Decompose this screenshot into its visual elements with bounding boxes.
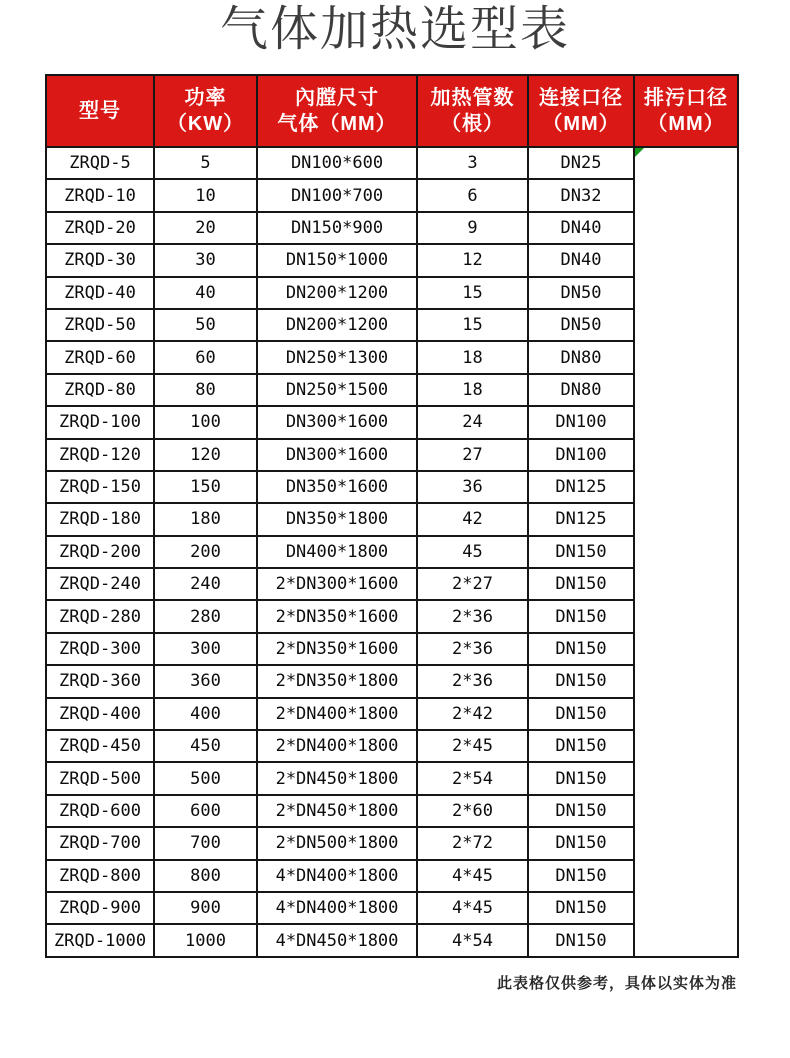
table-cell: ZRQD-700	[46, 827, 154, 859]
header-line: 型号	[79, 100, 121, 122]
table-cell: ZRQD-120	[46, 439, 154, 471]
table-cell: DN40	[528, 244, 634, 276]
table-cell: DN150	[528, 536, 634, 568]
table-cell: DN25	[528, 147, 634, 179]
table-cell: 2*54	[417, 762, 528, 794]
header-line: 排污口径	[644, 87, 728, 109]
table-cell: 80	[154, 374, 257, 406]
table-cell: ZRQD-400	[46, 698, 154, 730]
table-cell: 18	[417, 374, 528, 406]
table-cell: 5	[154, 147, 257, 179]
table-cell: DN150	[528, 633, 634, 665]
table-cell: 30	[154, 244, 257, 276]
table-cell: 900	[154, 892, 257, 924]
table-cell: 150	[154, 471, 257, 503]
table-cell: DN125	[528, 503, 634, 535]
table-cell: DN150	[528, 568, 634, 600]
table-cell: 50	[154, 309, 257, 341]
header-line: （MM）	[542, 113, 620, 135]
table-cell: ZRQD-200	[46, 536, 154, 568]
table-cell: DN150*1000	[257, 244, 417, 276]
table-cell: DN400*1800	[257, 536, 417, 568]
table-cell: 4*54	[417, 924, 528, 956]
table-cell: ZRQD-50	[46, 309, 154, 341]
header-line: （MM）	[647, 113, 725, 135]
table-cell: DN150	[528, 600, 634, 632]
table-cell: 2*DN350*1800	[257, 665, 417, 697]
table-cell: 120	[154, 439, 257, 471]
table-cell: ZRQD-240	[46, 568, 154, 600]
table-cell: 2*72	[417, 827, 528, 859]
table-cell: DN80	[528, 374, 634, 406]
table-cell: 15	[417, 309, 528, 341]
table-cell: 4*45	[417, 860, 528, 892]
table-cell: 2*DN400*1800	[257, 730, 417, 762]
table-cell: 20	[154, 212, 257, 244]
table-cell: 42	[417, 503, 528, 535]
header-line: 內膛尺寸	[295, 87, 379, 109]
table-cell: 2*36	[417, 665, 528, 697]
table-cell: 200	[154, 536, 257, 568]
table-cell: ZRQD-100	[46, 406, 154, 438]
spec-table	[45, 74, 739, 958]
table-cell: 100	[154, 406, 257, 438]
table-cell: 60	[154, 341, 257, 373]
table-cell: ZRQD-80	[46, 374, 154, 406]
footnote: 此表格仅供参考，具体以实体为准	[496, 974, 737, 992]
table-cell: 2*60	[417, 795, 528, 827]
table-cell: 280	[154, 600, 257, 632]
table-cell: 9	[417, 212, 528, 244]
header-line: 功率	[184, 87, 227, 109]
header-line: （KW）	[166, 113, 245, 135]
table-cell: DN300*1600	[257, 439, 417, 471]
table-cell: 700	[154, 827, 257, 859]
table-cell: DN150	[528, 860, 634, 892]
table-cell: DN350*1800	[257, 503, 417, 535]
table-cell: 15	[417, 277, 528, 309]
table-cell: DN200*1200	[257, 309, 417, 341]
table-cell: DN32	[528, 179, 634, 211]
table-cell: 24	[417, 406, 528, 438]
col-header-power	[154, 75, 257, 147]
table-cell: 3	[417, 147, 528, 179]
table-cell: DN150*900	[257, 212, 417, 244]
header-row	[46, 75, 738, 147]
col-header-model	[46, 75, 154, 147]
table-cell: DN250*1500	[257, 374, 417, 406]
table-cell: DN200*1200	[257, 277, 417, 309]
table-cell: DN40	[528, 212, 634, 244]
spec-table-body	[46, 147, 738, 957]
table-cell: 4*DN400*1800	[257, 860, 417, 892]
header-line: 加热管数	[430, 87, 515, 109]
table-cell: ZRQD-500	[46, 762, 154, 794]
table-cell: 2*DN450*1800	[257, 762, 417, 794]
spec-table-header	[46, 75, 738, 147]
table-cell: ZRQD-20	[46, 212, 154, 244]
table-cell: 27	[417, 439, 528, 471]
col-header-tube-count	[417, 75, 528, 147]
table-row	[46, 147, 738, 179]
table-cell: 1000	[154, 924, 257, 956]
table-cell: 240	[154, 568, 257, 600]
header-line: 连接口径	[539, 87, 623, 109]
table-cell: DN250*1300	[257, 341, 417, 373]
table-cell: 2*45	[417, 730, 528, 762]
table-cell: DN150	[528, 762, 634, 794]
table-cell: 18	[417, 341, 528, 373]
table-cell: ZRQD-1000	[46, 924, 154, 956]
page-title: 气体加热选型表	[219, 3, 570, 56]
table-cell: 450	[154, 730, 257, 762]
drain-diameter-merged-cell	[634, 147, 738, 957]
table-cell: 2*DN400*1800	[257, 698, 417, 730]
table-cell: DN150	[528, 698, 634, 730]
header-line: 气体（MM）	[277, 113, 397, 135]
table-cell: 40	[154, 277, 257, 309]
table-cell: 4*DN400*1800	[257, 892, 417, 924]
table-cell: ZRQD-30	[46, 244, 154, 276]
table-cell: 400	[154, 698, 257, 730]
table-cell: DN300*1600	[257, 406, 417, 438]
table-cell: DN125	[528, 471, 634, 503]
table-cell: ZRQD-900	[46, 892, 154, 924]
table-cell: DN80	[528, 341, 634, 373]
table-cell: ZRQD-40	[46, 277, 154, 309]
table-cell: 2*36	[417, 600, 528, 632]
table-cell: 2*42	[417, 698, 528, 730]
col-header-connection-diameter	[528, 75, 634, 147]
table-cell: ZRQD-10	[46, 179, 154, 211]
table-cell: 180	[154, 503, 257, 535]
table-cell: ZRQD-60	[46, 341, 154, 373]
table-cell: 2*DN350*1600	[257, 600, 417, 632]
table-cell: DN150	[528, 665, 634, 697]
table-cell: 360	[154, 665, 257, 697]
col-header-drain-diameter	[634, 75, 738, 147]
table-cell: ZRQD-150	[46, 471, 154, 503]
table-cell: 6	[417, 179, 528, 211]
table-cell: DN150	[528, 827, 634, 859]
table-cell: 500	[154, 762, 257, 794]
table-cell: ZRQD-180	[46, 503, 154, 535]
header-line: （根）	[441, 113, 504, 135]
table-cell: 4*DN450*1800	[257, 924, 417, 956]
col-header-chamber-size	[257, 75, 417, 147]
table-cell: 800	[154, 860, 257, 892]
table-cell: DN100	[528, 439, 634, 471]
table-cell: DN350*1600	[257, 471, 417, 503]
table-cell: 12	[417, 244, 528, 276]
table-cell: DN50	[528, 309, 634, 341]
table-cell: DN150	[528, 795, 634, 827]
table-cell: 2*DN350*1600	[257, 633, 417, 665]
table-cell: DN100	[528, 406, 634, 438]
table-cell: ZRQD-600	[46, 795, 154, 827]
table-cell: 4*45	[417, 892, 528, 924]
table-cell: 10	[154, 179, 257, 211]
excel-green-triangle-marker-icon	[635, 148, 644, 157]
table-cell: ZRQD-300	[46, 633, 154, 665]
table-cell: DN150	[528, 924, 634, 956]
table-cell: 600	[154, 795, 257, 827]
table-cell: DN50	[528, 277, 634, 309]
table-cell: ZRQD-800	[46, 860, 154, 892]
table-cell: 36	[417, 471, 528, 503]
table-cell: DN100*600	[257, 147, 417, 179]
table-cell: 2*DN450*1800	[257, 795, 417, 827]
table-cell: DN100*700	[257, 179, 417, 211]
table-cell: 2*DN300*1600	[257, 568, 417, 600]
table-cell: DN150	[528, 892, 634, 924]
table-cell: ZRQD-5	[46, 147, 154, 179]
table-cell: 2*27	[417, 568, 528, 600]
table-cell: ZRQD-450	[46, 730, 154, 762]
table-cell: 300	[154, 633, 257, 665]
table-cell: 45	[417, 536, 528, 568]
table-cell: 2*DN500*1800	[257, 827, 417, 859]
table-cell: 2*36	[417, 633, 528, 665]
table-cell: DN150	[528, 730, 634, 762]
table-cell: ZRQD-360	[46, 665, 154, 697]
table-cell: ZRQD-280	[46, 600, 154, 632]
